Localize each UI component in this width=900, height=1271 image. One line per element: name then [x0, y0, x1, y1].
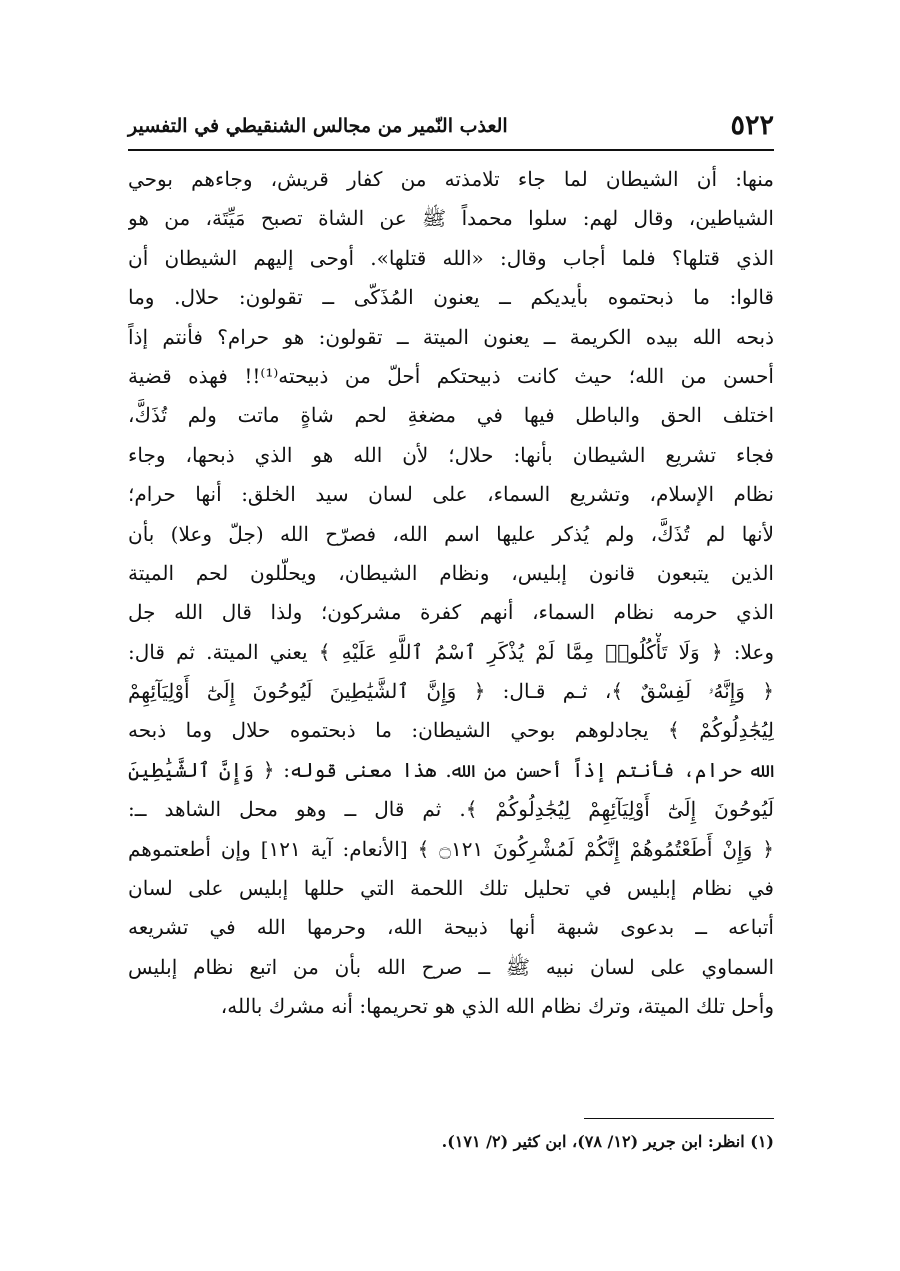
text-line: الله حرام، فأنتم إذاً أحسن من الله. هذا معنى قوله: ﴿ وَإِنَّ ٱلشَّيَٰطِينَ	[128, 757, 774, 782]
text-line: ﴿ وَإِنْ أَطَعْتُمُوهُمْ إِنَّكُمْ لَمُشْرِكُونَ ۝١٢١ ﴾ [الأنعام: آية ١٢١] وإن أطعتموهم	[128, 836, 774, 861]
text-line: وأحل تلك الميتة، وترك نظام الله الذي هو تحريمها: أنه مشرك بالله،	[220, 994, 774, 1019]
text-line: في نظام إبليس في تحليل تلك اللحمة التي حللها إبليس على لسان	[128, 876, 774, 901]
footnote: (١) انظر: ابن جرير (١٢/ ٧٨)، ابن كثير (٢/ ١٧١).	[441, 1132, 774, 1151]
text-line: أتباعه ــ بدعوى شبهة أنها ذبيحة الله، وحرمها الله في تشريعه	[128, 915, 774, 940]
text-line: أحسن من الله؛ حيث كانت ذبيحتكم أحلّ من ذبيحته⁽¹⁾!! فهذه قضية	[128, 363, 774, 388]
text-line: وعلا: ﴿ وَلَا تَأْكُلُوا۟ مِمَّا لَمْ يُذْكَرِ ٱسْمُ ٱللَّهِ عَلَيْهِ ﴾ يعني الميتة. ثم قال:	[128, 639, 774, 664]
text-line: اختلف الحق والباطل فيها في مضغةِ لحم شاةٍ ماتت ولم تُذَكَّ،	[128, 403, 774, 428]
page-header	[128, 108, 774, 144]
header-rule	[128, 149, 774, 151]
text-line: نظام الإسلام، وتشريع السماء، على لسان سيد الخلق: أنها حرام؛	[128, 482, 774, 507]
text-line: الذين يتبعون قانون إبليس، ونظام الشيطان، ويحلّلون لحم الميتة	[128, 560, 774, 585]
body-text	[128, 160, 774, 1027]
text-line: السماوي على لسان نبيه ﷺ ــ صرح الله بأن من اتبع نظام إبليس	[128, 954, 774, 979]
text-line: فجاء تشريع الشيطان بأنها: حلال؛ لأن الله هو الذي ذبحها، وجاء	[128, 442, 774, 467]
text-line: الذي قتلها؟ فلما أجاب وقال: «الله قتلها». أوحى إليهم الشيطان أن	[128, 245, 774, 270]
text-line: لِيُجَٰدِلُوكُمْ ﴾ يجادلوهم بوحي الشيطان: ما ذبحتموه حلال وما ذبحه	[128, 718, 774, 743]
text-line: لأنها لم تُذَكَّ، ولم يُذكر عليها اسم الله، فصرّح الله (جلّ وعلا) بأن	[128, 521, 774, 546]
text-line: قالوا: ما ذبحتموه بأيديكم ــ يعنون المُذَكّى ــ تقولون: حلال. وما	[128, 285, 774, 310]
text-line: ﴿ وَإِنَّهُۥ لَفِسْقٌ ﴾، ثـم قـال: ﴿ وَإِنَّ ٱلشَّيَٰطِينَ لَيُوحُونَ إِلَىٰٓ أَوْلِيَآئِهِمْ	[128, 679, 774, 704]
text-line: الشياطين، وقال لهم: سلوا محمداً ﷺ عن الشاة تصبح مَيِّتَة، من هو	[128, 206, 774, 231]
text-line: ذبحه الله بيده الكريمة ــ يعنون الميتة ــ تقولون: هو حرام؟ فأنتم إذاً	[128, 324, 774, 349]
text-line: الذي حرمه نظام السماء، أنهم كفرة مشركون؛ ولذا قال الله جل	[128, 600, 774, 625]
page-number: ٥٢٢	[730, 110, 774, 141]
text-line: منها: أن الشيطان لما جاء تلامذته من كفار قريش، وجاءهم بوحي	[128, 167, 774, 191]
footnote-rule	[584, 1118, 774, 1119]
text-line: لَيُوحُونَ إِلَىٰٓ أَوْلِيَآئِهِمْ لِيُجَٰدِلُوكُمْ ﴾. ثم قال ــ وهو محل الشاهد ــ:	[128, 797, 774, 822]
running-title: العذب النّمير من مجالس الشنقيطي في التفسير	[128, 115, 508, 137]
